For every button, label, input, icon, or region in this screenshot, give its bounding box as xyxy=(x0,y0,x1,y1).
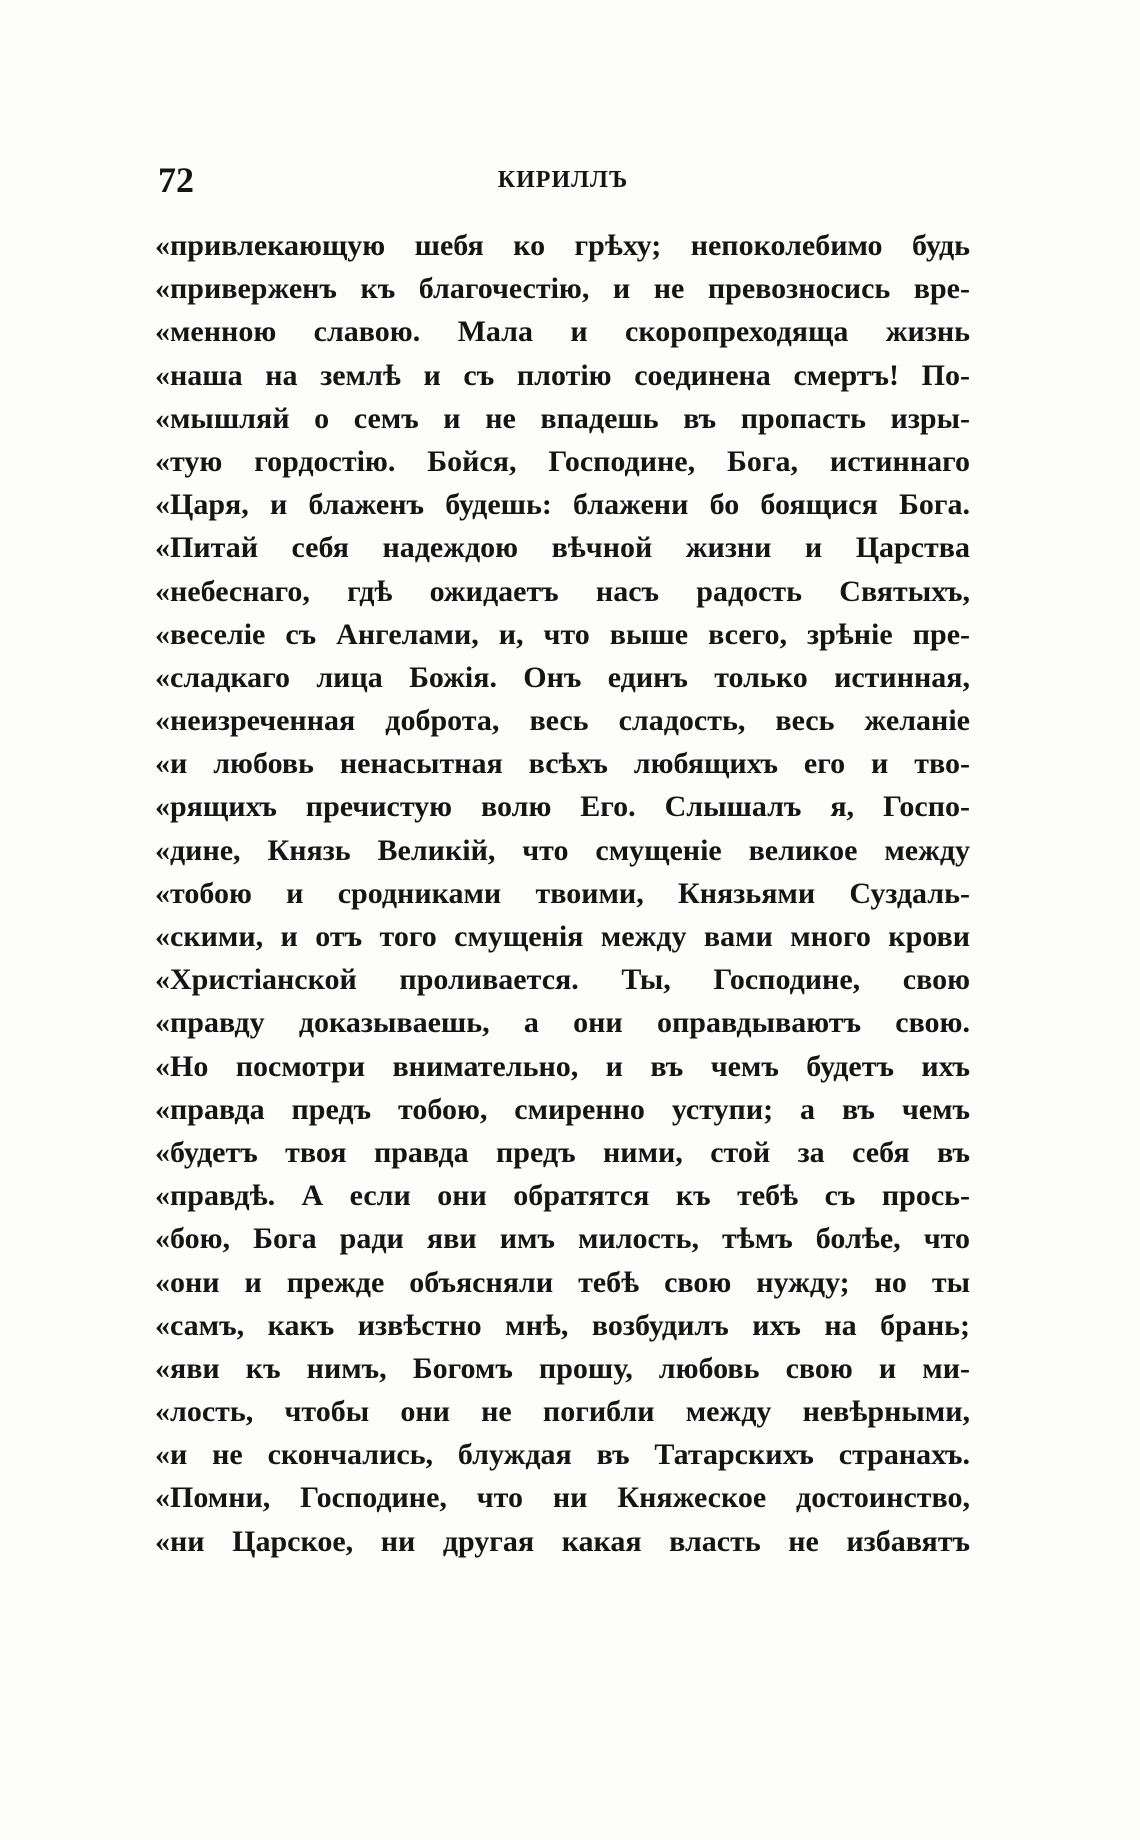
text-line: «Царя, и блаженъ будешь: блажени бо боящися Бога. xyxy=(155,488,970,522)
text-line: «правду доказываешь, а они оправдываютъ свою. xyxy=(155,1006,970,1040)
page-number: 72 xyxy=(158,160,194,200)
text-line: «Но посмотри внимательно, и въ чемъ будетъ ихъ xyxy=(155,1049,970,1083)
text-line: «будетъ твоя правда предъ ними, стой за себя въ xyxy=(155,1135,970,1169)
text-line: «небеснаго, гдѣ ожидаетъ насъ радость Святыхъ, xyxy=(155,574,970,608)
text-line: «правда предъ тобою, смиренно уступи; а въ чемъ xyxy=(155,1092,970,1126)
text-line: «и не скончались, блуждая въ Татарскихъ странахъ. xyxy=(155,1438,970,1472)
text-line: «тую гордостію. Бойся, Господине, Бога, истиннаго xyxy=(155,444,970,478)
text-line: «Христіанской проливается. Ты, Господине, свою xyxy=(155,963,970,997)
running-head: КИРИЛЛЪ xyxy=(497,167,629,193)
text-line: «Питай себя надеждою вѣчной жизни и Царства xyxy=(155,531,970,565)
text-line: «наша на землѣ и съ плотію соединена смертъ! По- xyxy=(155,358,970,392)
text-line: «привлекающую шебя ко грѣху; непоколебимо будь xyxy=(155,229,970,262)
text-line: «самъ, какъ извѣстно мнѣ, возбудилъ ихъ на брань; xyxy=(155,1308,970,1342)
text-line: «неизреченная доброта, весь сладость, весь желаніе xyxy=(155,704,970,738)
text-line: «рящихъ пречистую волю Его. Слышалъ я, Госпо- xyxy=(155,790,970,824)
text-line: «ни Царское, ни другая какая власть не избавятъ xyxy=(155,1524,970,1558)
text-line: «дине, Князь Великій, что смущеніе великое между xyxy=(155,833,970,867)
text-line: «бою, Бога ради яви имъ милость, тѣмъ болѣе, что xyxy=(155,1222,970,1256)
text-line: «они и прежде объясняли тебѣ свою нужду; но ты xyxy=(155,1265,970,1299)
text-line: «Помни, Господине, что ни Княжеское достоинство, xyxy=(155,1481,970,1515)
page-header xyxy=(158,160,968,210)
text-line: «и любовь ненасытная всѣхъ любящихъ его и тво- xyxy=(155,747,970,781)
text-line: «лость, чтобы они не погибли между невѣрными, xyxy=(155,1395,970,1429)
text-line: «мышляй о семъ и не впадешь въ пропасть изры- xyxy=(155,401,970,435)
body-text xyxy=(155,224,970,1563)
text-line: «веселіе съ Ангелами, и, что выше всего, зрѣніе пре- xyxy=(155,617,970,651)
text-line: «яви къ нимъ, Богомъ прошу, любовь свою и ми- xyxy=(155,1351,970,1385)
text-line: «тобою и сродниками твоими, Князьями Суздаль- xyxy=(155,876,970,910)
text-line: «правдѣ. А если они обратятся къ тебѣ съ прось- xyxy=(155,1179,970,1213)
text-line: «приверженъ къ благочестію, и не превозносись вре- xyxy=(155,272,970,306)
text-line: «менною славою. Мала и скоропреходяща жизнь xyxy=(155,315,970,349)
text-line: «скими, и отъ того смущенія между вами много крови xyxy=(155,920,970,953)
text-line: «сладкаго лица Божія. Онъ единъ только истинная, xyxy=(155,660,970,694)
